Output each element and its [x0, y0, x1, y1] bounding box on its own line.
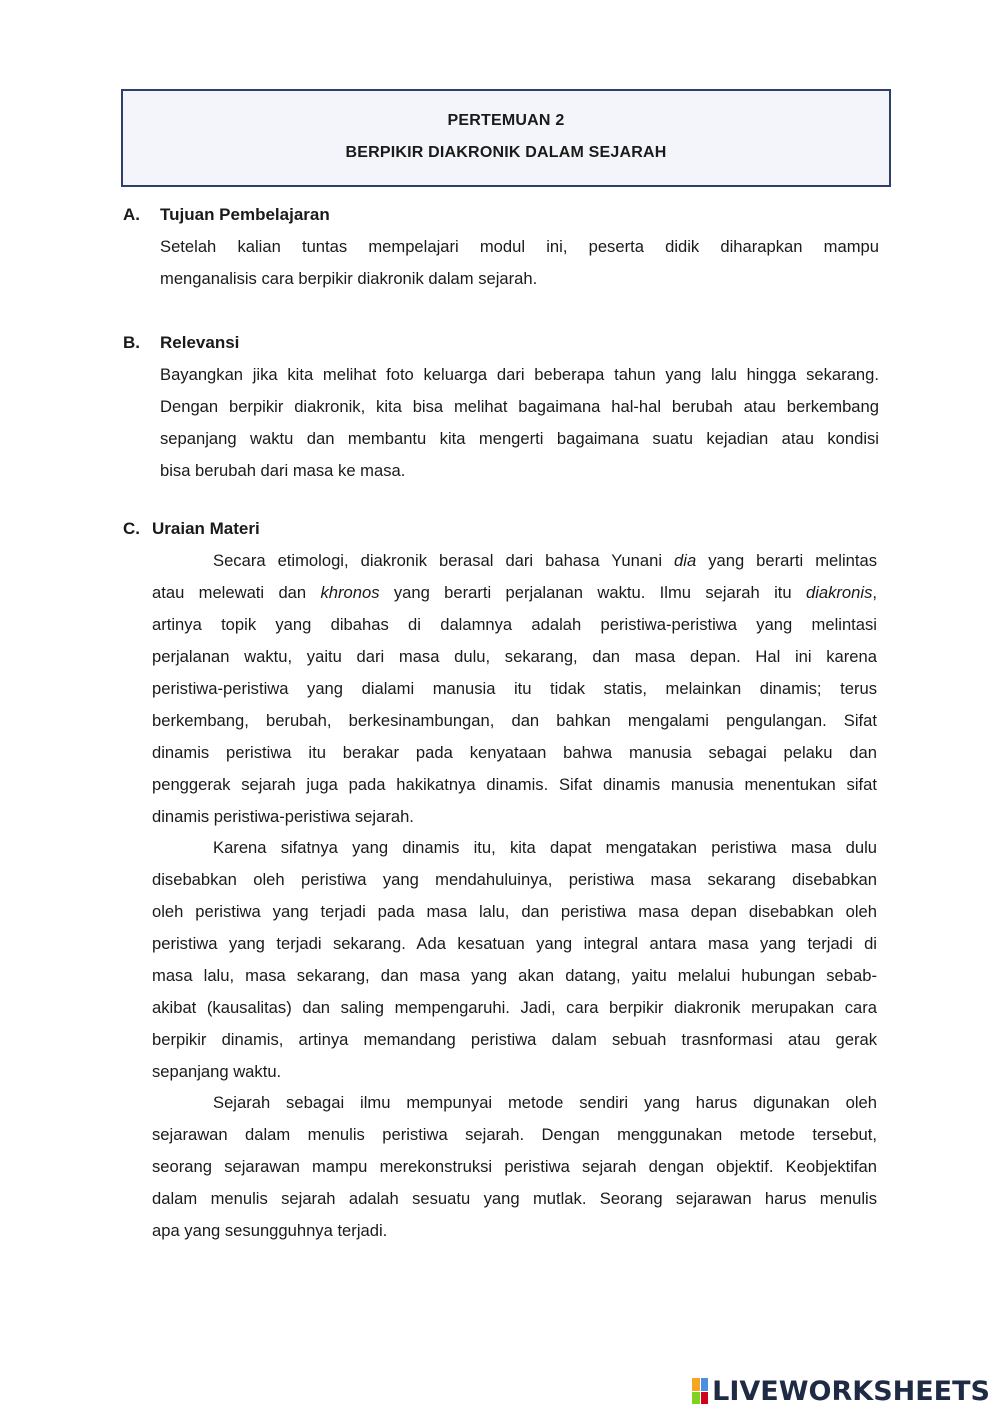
paragraph-line: oleh peristiwa yang terjadi pada masa lalu, dan peristiwa masa depan disebabkan oleh	[152, 902, 877, 921]
paragraph-line: dalam menulis sejarah adalah sesuatu yang mutlak. Seorang sejarawan harus menulis	[152, 1189, 877, 1208]
meeting-label: PERTEMUAN 2	[447, 112, 565, 129]
section-c-paragraph-3	[152, 1087, 877, 1247]
text-run: yang berarti perjalanan waktu. Ilmu sejarah itu	[379, 583, 806, 602]
section-c-letter: C.	[123, 519, 140, 538]
section-a-line: Setelah kalian tuntas mempelajari modul ini, peserta didik diharapkan mampu	[160, 237, 879, 256]
section-a-text	[160, 231, 879, 295]
paragraph-line: sejarawan dalam menulis peristiwa sejarah. Dengan menggunakan metode tersebut,	[152, 1125, 877, 1144]
paragraph-line: artinya topik yang dibahas di dalamnya adalah peristiwa-peristiwa yang melintasi	[152, 615, 877, 634]
italic-term: diakronis	[805, 583, 873, 602]
section-c-paragraph-2	[152, 832, 877, 1088]
paragraph-line: penggerak sejarah juga pada hakikatnya dinamis. Sifat dinamis manusia menentukan sifat	[152, 775, 877, 794]
section-c-paragraph-1	[152, 545, 877, 833]
paragraph-line: disebabkan oleh peristiwa yang mendahuluinya, peristiwa masa sekarang disebabkan	[152, 870, 877, 889]
liveworksheets-logo[interactable]	[692, 1375, 990, 1407]
paragraph-line: peristiwa yang terjadi sekarang. Ada kesatuan yang integral antara masa yang terjadi di	[152, 934, 877, 953]
logo-mark-icon	[692, 1378, 708, 1404]
logo-text: LIVEWORKSHEETS	[712, 1375, 990, 1407]
section-b-heading	[123, 333, 239, 353]
section-b-title: Relevansi	[160, 333, 240, 352]
paragraph-line: berkembang, berubah, berkesinambungan, dan bahkan mengalami pengulangan. Sifat	[152, 711, 877, 730]
section-b-line: sepanjang waktu dan membantu kita mengerti bagaimana suatu kejadian atau kondisi	[160, 429, 879, 448]
paragraph-line	[152, 545, 877, 577]
page-title: BERPIKIR DIAKRONIK DALAM SEJARAH	[345, 144, 667, 161]
section-b-line: bisa berubah dari masa ke masa.	[160, 461, 406, 480]
text-run: yang berarti melintas	[696, 551, 878, 570]
italic-term: dia	[674, 551, 697, 570]
section-b-letter: B.	[123, 333, 140, 352]
paragraph-line: peristiwa-peristiwa yang dialami manusia itu tidak statis, melainkan dinamis; terus	[152, 679, 877, 698]
paragraph-line: perjalanan waktu, yaitu dari masa dulu, sekarang, dan masa depan. Hal ini karena	[152, 647, 877, 666]
section-a-title: Tujuan Pembelajaran	[160, 205, 330, 224]
paragraph-line: Karena sifatnya yang dinamis itu, kita dapat mengatakan peristiwa masa dulu	[213, 838, 877, 857]
paragraph-line: apa yang sesungguhnya terjadi.	[152, 1221, 388, 1240]
section-a-line: menganalisis cara berpikir diakronik dalam sejarah.	[160, 269, 538, 288]
title-box	[121, 89, 891, 187]
italic-term: khronos	[320, 583, 380, 602]
section-b-line: Bayangkan jika kita melihat foto keluarga dari beberapa tahun yang lalu hingga sekarang.	[160, 365, 879, 384]
paragraph-line: Sejarah sebagai ilmu mempunyai metode sendiri yang harus digunakan oleh	[213, 1093, 877, 1112]
paragraph-line: sepanjang waktu.	[152, 1062, 282, 1081]
paragraph-line	[152, 577, 877, 609]
section-b-line: Dengan berpikir diakronik, kita bisa melihat bagaimana hal-hal berubah atau berkembang	[160, 397, 879, 416]
paragraph-line: seorang sejarawan mampu merekonstruksi peristiwa sejarah dengan objektif. Keobjektifan	[152, 1157, 877, 1176]
paragraph-line: dinamis peristiwa itu berakar pada kenyataan bahwa manusia sebagai pelaku dan	[152, 743, 877, 762]
text-run: atau melewati dan	[152, 583, 321, 602]
section-c-title: Uraian Materi	[152, 519, 260, 538]
text-run: ,	[872, 583, 878, 602]
paragraph-line: akibat (kausalitas) dan saling mempengaruhi. Jadi, cara berpikir diakronik merupakan cara	[152, 998, 877, 1017]
section-a-letter: A.	[123, 205, 140, 224]
section-b-text	[160, 359, 879, 487]
paragraph-line: dinamis peristiwa-peristiwa sejarah.	[152, 807, 414, 826]
section-c-heading	[123, 519, 260, 539]
section-a-heading	[123, 205, 330, 225]
paragraph-line: masa lalu, masa sekarang, dan masa yang akan datang, yaitu melalui hubungan sebab-	[152, 966, 877, 985]
paragraph-line: berpikir dinamis, artinya memandang peristiwa dalam sebuah trasnformasi atau gerak	[152, 1030, 877, 1049]
text-run: Secara etimologi, diakronik berasal dari bahasa Yunani	[213, 551, 675, 570]
